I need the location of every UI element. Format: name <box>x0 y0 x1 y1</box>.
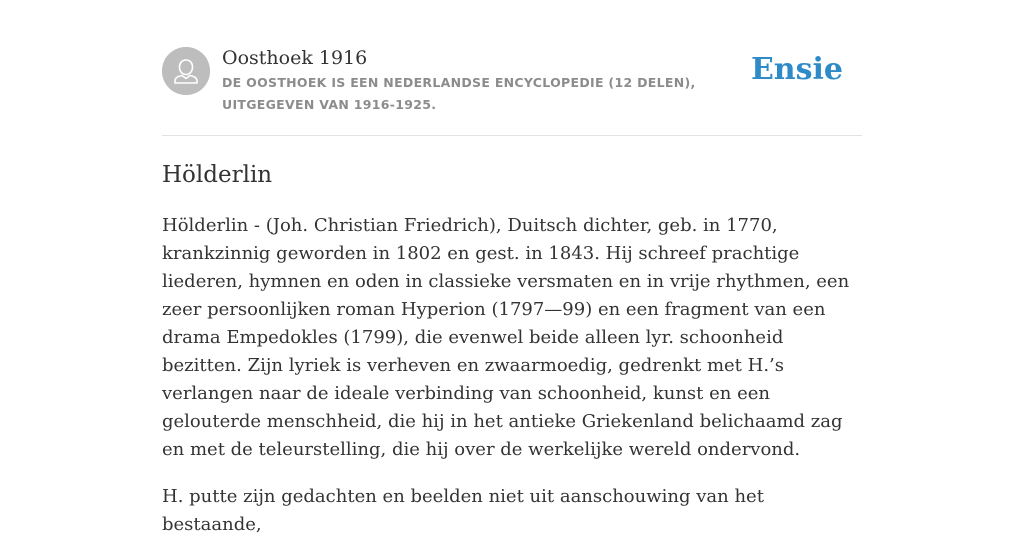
article-paragraph: Hölderlin - (Joh. Christian Friedrich), Duitsch dichter, geb. in 1770, krankzinnig geworden in 1802 en gest. in 1843. Hij schreef prachtige liederen, hymnen en oden in classieke versmaten en in vrije rhythmen, een zeer persoonlijken roman Hyperion (1797—99) en een fragment van een drama Empedokles (1799), die evenwel beide alleen lyr. schoonheid bezitten. Zijn lyriek is verheven en zwaarmoedig, gedrenkt met H.’s verlangen naar de ideale verbinding van schoonheid, kunst en een gelouterde menschheid, die hij in het antieke Griekenland belichaamd zag en met de teleurstelling, die hij over de werkelijke wereld ondervond. <box>162 215 850 460</box>
avatar[interactable] <box>162 47 210 95</box>
source-title[interactable]: Oosthoek 1916 <box>222 47 368 69</box>
source-description: DE OOSTHOEK IS EEN NEDERLANDSE ENCYCLOPEDIE (12 DELEN), UITGEGEVEN VAN 1916-1925. <box>222 75 696 112</box>
article-title: Hölderlin <box>162 162 273 188</box>
header-divider <box>162 135 862 136</box>
user-placeholder-icon <box>162 47 210 95</box>
ensie-logo[interactable]: Ensie <box>750 52 843 87</box>
source-header <box>162 44 862 118</box>
article-paragraph: H. putte zijn gedachten en beelden niet uit aanschouwing van het bestaande, <box>162 486 764 535</box>
article-body <box>162 212 862 558</box>
